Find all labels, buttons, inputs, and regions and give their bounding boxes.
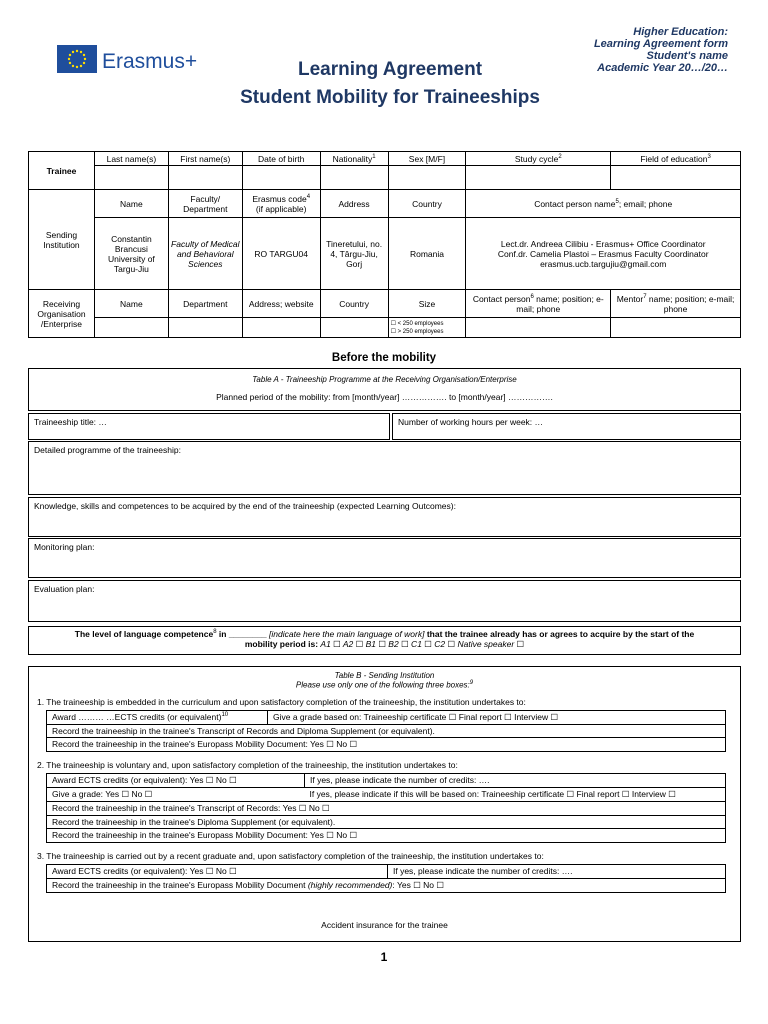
table-b-subtitle: Please use only one of the following three boxes:$^9$ — [295, 680, 474, 690]
sending-col-contact: Contact person name$^5$; email; phone — [466, 190, 741, 218]
sending-col-country: Country — [388, 190, 466, 218]
language-level-checkboxes[interactable]: A1 ☐ A2 ☐ B1 ☐ B2 ☐ C1 ☐ C2 ☐ Native speaker ☐ — [320, 639, 525, 649]
table-b-title: Table B - Sending Institution — [334, 671, 435, 680]
sending-institution-label: Sending Institution — [29, 190, 95, 290]
size-option-large[interactable]: ☐ > 250 employees — [390, 328, 444, 335]
receiving-country-cell[interactable] — [320, 318, 388, 338]
option-1-table — [46, 710, 726, 752]
erasmus-logo-text: Erasmus+ — [102, 50, 198, 73]
header-meta-line: Student's name — [646, 50, 728, 62]
receiving-col-address: Address; website — [242, 290, 320, 318]
language-line-2: mobility period is: A1 ☐ A2 ☐ B1 ☐ B2 ☐ C1 ☐ C2 ☐ Native speaker ☐ — [244, 639, 525, 649]
receiving-col-size: Size — [388, 290, 466, 318]
evaluation-plan-field[interactable]: Evaluation plan: — [28, 580, 741, 622]
trainee-field-cell[interactable] — [611, 166, 741, 190]
opt2-award-ects[interactable]: Award ECTS credits (or equivalent): Yes ☐ No ☐ — [47, 773, 305, 787]
col-date-of-birth: Date of birth — [242, 152, 320, 166]
col-field-of-education: Field of education$^3$ — [611, 152, 741, 166]
opt1-award-ects[interactable]: Award ……… …ECTS credits (or equivalent)$^{10}$ — [47, 710, 268, 724]
receiving-col-country: Country — [320, 290, 388, 318]
participants-table — [28, 151, 741, 338]
sending-contact-value: Lect.dr. Andreea Cilibiu - Erasmus+ Office Coordinator Conf.dr. Camelia Plastoi – Erasmus Faculty Coordinator erasmus.ucb.targujiu@gmail.com — [466, 218, 741, 290]
opt2-transcript[interactable]: Record the traineeship in the trainee's Transcript of Records: Yes ☐ No ☐ — [47, 801, 726, 815]
opt2-grade-basis[interactable]: If yes, please indicate if this will be based on: Traineeship certificate ☐ Final report ☐ Interview ☐ — [305, 787, 726, 801]
opt1-europass[interactable]: Record the traineeship in the trainee's Europass Mobility Document: Yes ☐ No ☐ — [47, 737, 726, 751]
receiving-col-department: Department — [168, 290, 242, 318]
header-meta — [594, 26, 728, 74]
option-2-table — [46, 773, 726, 843]
trainee-nationality-cell[interactable] — [320, 166, 388, 190]
col-last-name: Last name(s) — [94, 152, 168, 166]
learning-outcomes-field[interactable]: Knowledge, skills and competences to be acquired by the end of the traineeship (expected Learning Outcomes): — [28, 497, 741, 537]
opt3-europass[interactable]: Record the traineeship in the trainee's Europass Mobility Document (highly recommended): Yes ☐ No ☐ — [47, 878, 726, 892]
before-mobility-heading: Before the mobility — [331, 352, 437, 364]
receiving-org-label: Receiving Organisation /Enterprise — [29, 290, 95, 338]
traineeship-title-field[interactable]: Traineeship title: … — [28, 413, 390, 440]
title-line-1: Learning Agreement — [297, 59, 483, 80]
trainee-label: Trainee — [29, 152, 95, 190]
receiving-size-options[interactable] — [388, 318, 466, 338]
table-b-frame — [28, 666, 741, 942]
receiving-name-cell[interactable] — [94, 318, 168, 338]
eu-flag-icon — [57, 45, 97, 73]
option-1-heading: 1. The traineeship is embedded in the curriculum and upon satisfactory completion of the traineeship, the institution undertakes to: — [37, 696, 526, 707]
option-3-table — [46, 864, 726, 893]
document-title — [180, 56, 600, 112]
language-competence-box — [28, 626, 741, 655]
trainee-first-name-cell[interactable] — [168, 166, 242, 190]
trainee-study-cycle-cell[interactable] — [466, 166, 611, 190]
working-hours-field[interactable]: Number of working hours per week: … — [392, 413, 741, 440]
header-meta-line: Higher Education: — [633, 26, 728, 38]
trainee-dob-cell[interactable] — [242, 166, 320, 190]
col-nationality: Nationality$^1$ — [320, 152, 388, 166]
monitoring-plan-field[interactable]: Monitoring plan: — [28, 538, 741, 578]
sending-address-value: Tineretului, no. 4, Târgu-Jiu, Gorj — [320, 218, 388, 290]
receiving-contact-cell[interactable] — [466, 318, 611, 338]
opt3-award-ects[interactable]: Award ECTS credits (or equivalent): Yes ☐ No ☐ — [47, 864, 388, 878]
opt2-give-grade[interactable]: Give a grade: Yes ☐ No ☐ — [47, 787, 305, 801]
col-sex: Sex [M/F] — [388, 152, 466, 166]
header-meta-line: Academic Year 20…/20… — [597, 62, 728, 74]
trainee-sex-cell[interactable] — [388, 166, 466, 190]
option-2-heading: 2. The traineeship is voluntary and, upon satisfactory completion of the traineeship, the institution undertakes to: — [37, 759, 458, 770]
sending-faculty-value: Faculty of Medical and Behavioral Sciences — [168, 218, 242, 290]
sending-col-name: Name — [94, 190, 168, 218]
accident-insurance-heading: Accident insurance for the trainee — [321, 919, 448, 930]
size-option-small[interactable]: ☐ < 250 employees — [390, 320, 444, 327]
sending-col-erasmus-code: Erasmus code$^4$ (if applicable) — [242, 190, 320, 218]
receiving-mentor-cell[interactable] — [611, 318, 741, 338]
col-first-name: First name(s) — [168, 152, 242, 166]
planned-period: Planned period of the mobility: from [month/year] ……………. to [month/year] ……………. — [216, 392, 553, 402]
receiving-department-cell[interactable] — [168, 318, 242, 338]
language-line-1: The level of language competence$^8$ in ________ [indicate here the main language of work] that the trainee already has or agrees to acquire by the start of the — [74, 629, 695, 639]
sending-col-address: Address — [320, 190, 388, 218]
title-line-2: Student Mobility for Traineeships — [240, 87, 540, 108]
opt3-credits-number[interactable]: If yes, please indicate the number of credits: …. — [388, 864, 726, 878]
opt2-diploma-supplement[interactable]: Record the traineeship in the trainee's Diploma Supplement (or equivalent). — [47, 815, 726, 828]
page-number: 1 — [380, 950, 388, 964]
receiving-col-mentor: Mentor$^7$ name; position; e-mail; phone — [611, 290, 741, 318]
sending-col-faculty: Faculty/ Department — [168, 190, 242, 218]
opt1-give-grade[interactable]: Give a grade based on: Traineeship certificate ☐ Final report ☐ Interview ☐ — [268, 710, 726, 724]
detailed-programme-field[interactable]: Detailed programme of the traineeship: — [28, 441, 741, 495]
col-study-cycle: Study cycle$^2$ — [466, 152, 611, 166]
sending-country-value: Romania — [388, 218, 466, 290]
header-meta-line: Learning Agreement form — [593, 38, 728, 50]
trainee-last-name-cell[interactable] — [94, 166, 168, 190]
table-a-header — [28, 368, 741, 411]
table-a-title: Table A - Traineeship Programme at the Receiving Organisation/Enterprise — [252, 375, 517, 384]
receiving-col-contact: Contact person$^6$ name; position; e-mail; phone — [466, 290, 611, 318]
opt2-credits-number[interactable]: If yes, please indicate the number of credits: …. — [305, 773, 726, 787]
opt2-europass[interactable]: Record the traineeship in the trainee's Europass Mobility Document: Yes ☐ No ☐ — [47, 828, 726, 842]
opt1-transcript[interactable]: Record the traineeship in the trainee's Transcript of Records and Diploma Supplement (or equivalent). — [47, 724, 726, 737]
receiving-address-cell[interactable] — [242, 318, 320, 338]
option-3-heading: 3. The traineeship is carried out by a recent graduate and, upon satisfactory completion of the traineeship, the institution undertakes to: — [37, 850, 544, 861]
receiving-col-name: Name — [94, 290, 168, 318]
sending-code-value: RO TARGU04 — [242, 218, 320, 290]
sending-name-value: Constantin Brancusi University of Targu-Jiu — [94, 218, 168, 290]
